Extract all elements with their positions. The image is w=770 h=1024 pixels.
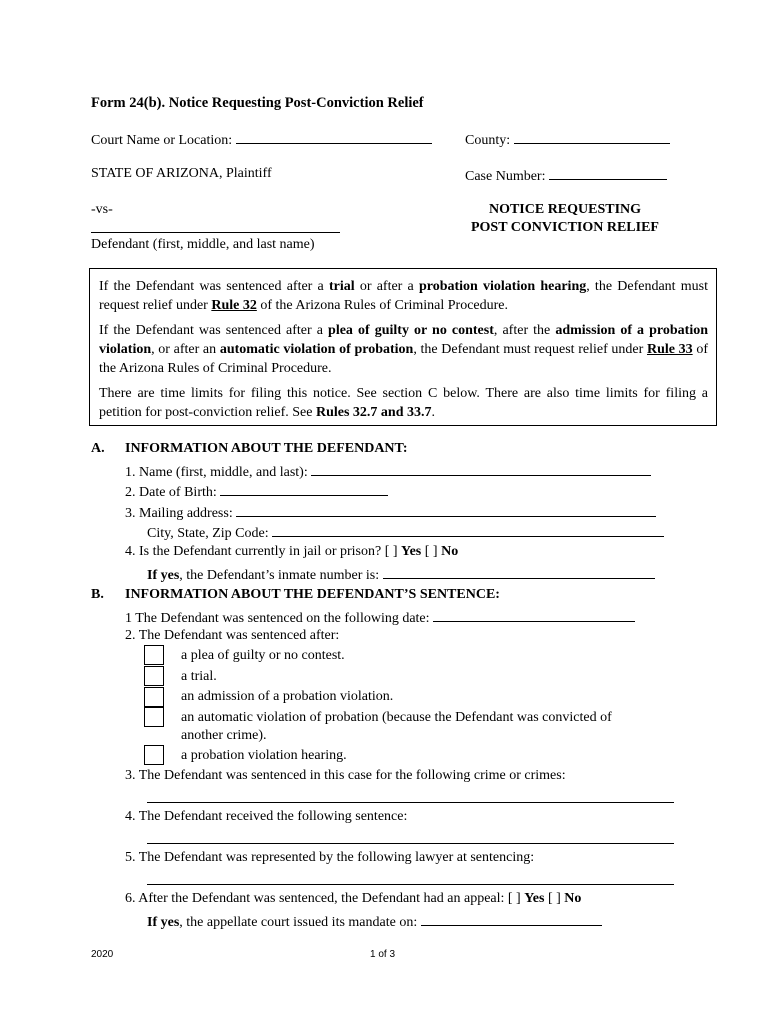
plaintiff-label: STATE OF ARIZONA, Plaintiff: [91, 166, 272, 181]
mandate-row: If yes, the appellate court issued its mandate on:: [147, 911, 602, 932]
city-state-zip-field[interactable]: [272, 522, 664, 537]
section-b-letter: B.: [91, 587, 104, 602]
crimes-question: 3. The Defendant was sentenced in this case for the following crime or crimes:: [125, 768, 566, 783]
lawyer-question: 5. The Defendant was represented by the following lawyer at sentencing:: [125, 850, 535, 865]
defendant-name-row: 1. Name (first, middle, and last):: [125, 461, 651, 482]
footer-page-number: 1 of 3: [370, 949, 396, 960]
footer-year: 2020: [91, 949, 114, 960]
rule33-paragraph: If the Defendant was sentenced after a plea of guilty or no contest, after the admission of a probation violation, or after an automatic violation of probation, the Defendant must request relief under Rule 33 of the Arizona Rules of Criminal Procedure.: [99, 323, 708, 376]
court-name-field[interactable]: [236, 129, 432, 144]
section-a-heading: INFORMATION ABOUT THE DEFENDANT:: [125, 441, 408, 456]
custody-question-row: 4. Is the Defendant currently in jail or prison? [ ] Yes [ ] No: [125, 544, 459, 559]
case-number-label: Case Number:: [465, 169, 546, 184]
versus-label: -vs-: [91, 202, 113, 217]
inmate-number-row: If yes, the Defendant’s inmate number is:: [147, 564, 655, 585]
crimes-field[interactable]: [147, 788, 674, 803]
automatic-violation-option-label: an automatic violation of probation (because the Defendant was convicted of: [181, 710, 612, 725]
notice-title-line2: POST CONVICTION RELIEF: [470, 220, 659, 235]
admission-option-label: an admission of a probation violation.: [181, 689, 394, 704]
appeal-no-option[interactable]: No: [564, 891, 582, 906]
section-b-heading: INFORMATION ABOUT THE DEFENDANT’S SENTENCE:: [125, 587, 500, 602]
trial-checkbox[interactable]: [144, 666, 164, 686]
violation-hearing-option-label: a probation violation hearing.: [181, 748, 347, 763]
trial-option-label: a trial.: [181, 669, 217, 684]
mailing-address-row: 3. Mailing address:: [125, 502, 656, 523]
form-title: Form 24(b). Notice Requesting Post-Conviction Relief: [91, 95, 424, 111]
case-number-field[interactable]: [549, 165, 667, 180]
county-label: County:: [465, 133, 511, 148]
time-limits-paragraph: There are time limits for filing this notice. See section C below. There are also time limits for filing a petition for post-conviction relief. See Rules 32.7 and 33.7.: [99, 386, 708, 420]
sentence-date-field[interactable]: [433, 607, 635, 622]
appeal-question-row: 6. After the Defendant was sentenced, the Defendant had an appeal: [ ] Yes [ ] No: [125, 891, 582, 906]
court-name-row: [91, 129, 432, 150]
case-number-row: [465, 165, 667, 186]
lawyer-field[interactable]: [147, 870, 674, 885]
automatic-violation-checkbox[interactable]: [144, 707, 164, 727]
section-a-letter: A.: [91, 441, 105, 456]
rule32-paragraph: If the Defendant was sentenced after a trial or after a probation violation hearing, the Defendant must request relief under Rule 32 of the Arizona Rules of Criminal Procedure.: [99, 279, 708, 313]
date-of-birth-field[interactable]: [220, 481, 388, 496]
admission-checkbox[interactable]: [144, 687, 164, 707]
appeal-yes-option[interactable]: Yes: [524, 891, 545, 906]
city-state-zip-row: City, State, Zip Code:: [147, 522, 664, 543]
mailing-address-field[interactable]: [236, 502, 656, 517]
county-field[interactable]: [514, 129, 670, 144]
court-name-label: Court Name or Location:: [91, 133, 233, 148]
sentence-question: 4. The Defendant received the following sentence:: [125, 809, 408, 824]
defendant-full-name-field[interactable]: [311, 461, 651, 476]
sentence-date-row: 1 The Defendant was sentenced on the following date:: [125, 607, 635, 628]
custody-no-option[interactable]: No: [441, 544, 459, 559]
county-row: [465, 129, 670, 150]
notice-title-line1: NOTICE REQUESTING: [488, 202, 642, 217]
plea-checkbox[interactable]: [144, 645, 164, 665]
automatic-violation-option-cont: another crime).: [181, 728, 267, 743]
custody-yes-option[interactable]: Yes: [401, 544, 422, 559]
violation-hearing-checkbox[interactable]: [144, 745, 164, 765]
plea-option-label: a plea of guilty or no contest.: [181, 648, 345, 663]
defendant-name-field[interactable]: [91, 218, 340, 233]
sentenced-after-label: 2. The Defendant was sentenced after:: [125, 628, 340, 643]
mandate-date-field[interactable]: [421, 911, 602, 926]
sentence-field[interactable]: [147, 829, 674, 844]
defendant-label: Defendant (first, middle, and last name): [91, 237, 315, 252]
dob-row: 2. Date of Birth:: [125, 481, 388, 502]
rules-info-box: [89, 268, 717, 426]
inmate-number-field[interactable]: [383, 564, 655, 579]
